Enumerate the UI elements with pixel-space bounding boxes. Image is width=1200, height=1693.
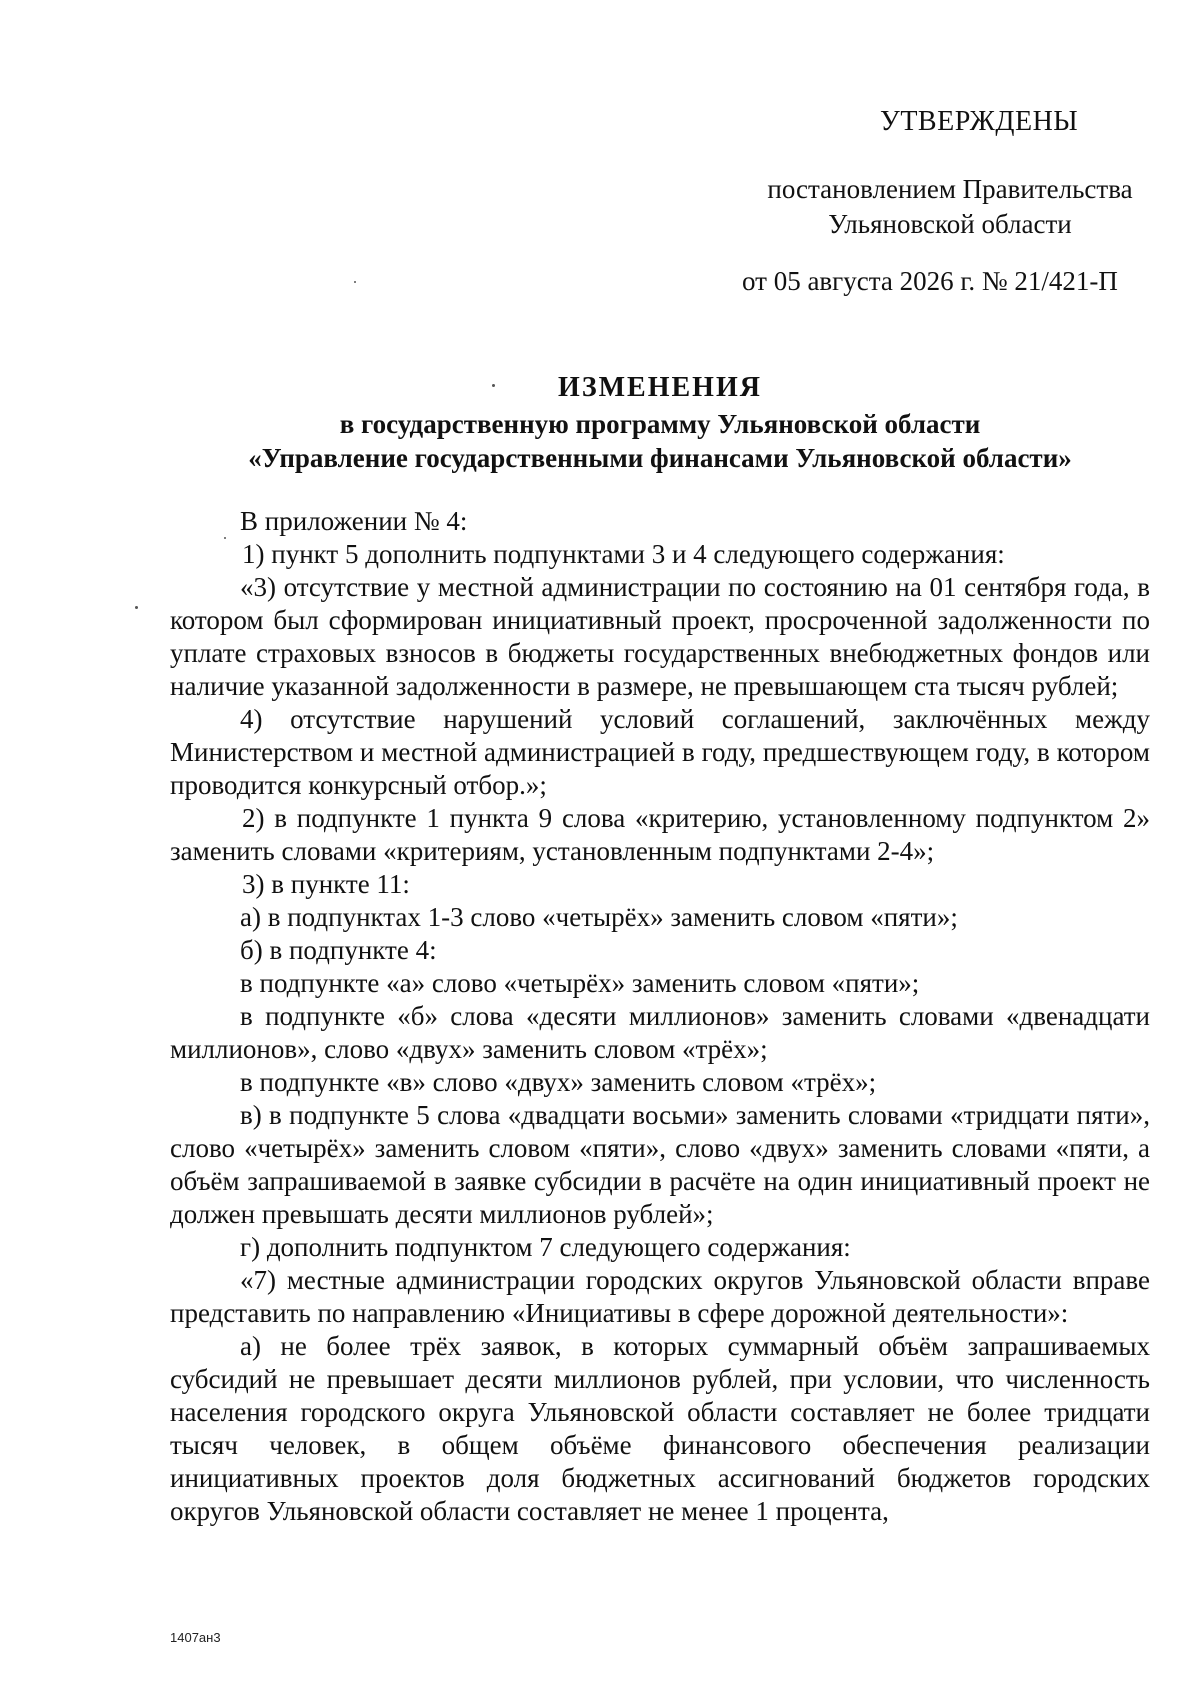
- scan-speck: [354, 281, 356, 283]
- approval-line-2: Ульяновской области: [828, 209, 1072, 239]
- paragraph: «3) отсутствие у местной администрации по состоянию на 01 сентября года, в котором был сформирован инициативный проект, просроченной задолженности по уплате страховых взносов в бюджеты государственных внебюджетных фондов или наличие указанной задолженности в размере, не превышающем ста тысяч рублей;: [170, 572, 1150, 701]
- scan-speck: [224, 537, 226, 539]
- approval-line-1: постановлением Правительства: [767, 174, 1133, 204]
- footer-code: 1407ан3: [170, 1630, 221, 1645]
- paragraph: В приложении № 4:: [240, 506, 468, 536]
- document-subheading-2: «Управление государственными финансами Ульяновской области»: [248, 443, 1072, 473]
- paragraph: в) в подпункте 5 слова «двадцати восьми» заменить словами «тридцати пяти», слово «четырёх» заменить словом «пяти», слово «двух» заменить словами «пяти, а объём запрашиваемой в заявке субсидии в расчёте на один инициативный проект не должен превышать десяти миллионов рублей»;: [170, 1100, 1150, 1229]
- paragraph: а) в подпунктах 1-3 слово «четырёх» заменить словом «пяти»;: [240, 902, 958, 932]
- paragraph: в подпункте «б» слова «десяти миллионов» заменить словами «двенадцати миллионов», слово «двух» заменить словом «трёх»;: [170, 1001, 1150, 1064]
- scan-speck: [492, 384, 495, 387]
- approval-date: от 05 августа 2026 г. № 21/421-П: [742, 266, 1118, 296]
- approval-block: [740, 172, 1160, 242]
- paragraph: а) не более трёх заявок, в которых суммарный объём запрашиваемых субсидий не превышает десяти миллионов рублей, при условии, что численность населения городского округа Ульяновской области составляет не более тридцати тысяч человек, в общем объёме финансового обеспечения реализации инициативных проектов доля бюджетных ассигнований бюджетов городских округов Ульяновской области составляет не менее 1 процента,: [170, 1331, 1150, 1526]
- paragraph: г) дополнить подпунктом 7 следующего содержания:: [240, 1232, 851, 1262]
- paragraph: б) в подпункте 4:: [240, 935, 437, 965]
- paragraph: 3) в пункте 11:: [242, 869, 410, 899]
- paragraph: в подпункте «в» слово «двух» заменить словом «трёх»;: [240, 1067, 877, 1097]
- paragraph: в подпункте «а» слово «четырёх» заменить словом «пяти»;: [240, 968, 920, 998]
- paragraph: 1) пункт 5 дополнить подпунктами 3 и 4 следующего содержания:: [242, 539, 1005, 569]
- document-heading: ИЗМЕНЕНИЯ: [558, 372, 762, 403]
- scan-speck: [135, 606, 138, 609]
- approved-title: УТВЕРЖДЕНЫ: [880, 106, 1079, 137]
- paragraph: «7) местные администрации городских округов Ульяновской области вправе представить по направлению «Инициативы в сфере дорожной деятельности»:: [170, 1265, 1150, 1328]
- document-subheading-1: в государственную программу Ульяновской области: [339, 409, 981, 439]
- paragraph: 2) в подпункте 1 пункта 9 слова «критерию, установленному подпунктом 2» заменить словами «критериям, установленным подпунктами 2-4»;: [170, 803, 1150, 866]
- paragraph: 4) отсутствие нарушений условий соглашений, заключённых между Министерством и местной администрацией в году, предшествующем году, в котором проводится конкурсный отбор.»;: [170, 704, 1150, 800]
- document-body: [170, 505, 1150, 1528]
